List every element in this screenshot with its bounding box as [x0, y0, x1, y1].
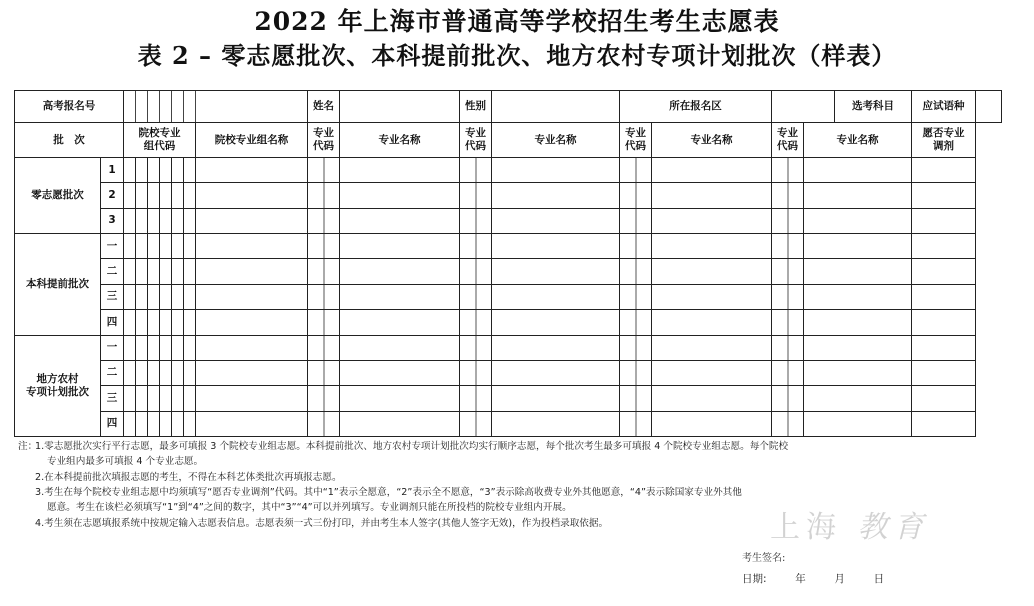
group-code-digit-cell[interactable]	[160, 183, 172, 209]
group-name-cell[interactable]	[196, 310, 308, 336]
major-code-cell[interactable]	[772, 335, 804, 360]
adjust-cell[interactable]	[912, 259, 976, 285]
major-name-cell[interactable]	[492, 411, 620, 437]
note-line	[35, 439, 788, 454]
major-code-cell[interactable]	[460, 335, 492, 360]
major-code-cell[interactable]	[308, 335, 340, 360]
table-row	[15, 183, 1002, 209]
group-code-digit-cell[interactable]	[160, 284, 172, 310]
date-year: 年	[795, 573, 806, 585]
group-code-digit-cell[interactable]	[124, 158, 136, 183]
major-name-cell[interactable]	[652, 208, 772, 234]
adjust-cell[interactable]	[912, 335, 976, 360]
adjust-cell[interactable]	[912, 183, 976, 209]
batch-label-line: 本科提前批次	[26, 277, 89, 290]
major-name-cell[interactable]	[652, 234, 772, 259]
group-code-digit-cell[interactable]	[148, 158, 160, 183]
major-code-cell[interactable]	[308, 310, 340, 336]
subjects-label: 选考科目	[852, 100, 895, 112]
major-name-cell[interactable]	[340, 284, 460, 310]
gender-input[interactable]	[492, 91, 620, 123]
major-name-cell[interactable]	[804, 183, 912, 209]
note-text: 零志愿批次实行平行志愿，最多可填报 3 个院校专业组志愿。本科提前批次、地方农村专项计划批次均实行顺序志愿，每个批次考生最多可填报 4 个院校专业组志愿。每个院校	[44, 441, 789, 452]
group-code-digit-cell[interactable]	[160, 386, 172, 412]
group-code-digit-cell[interactable]	[160, 335, 172, 360]
group-code-digit-cell[interactable]	[148, 411, 160, 437]
volunteer-form-table	[14, 90, 1002, 437]
group-code-digit-cell[interactable]	[148, 360, 160, 386]
group-code-digit-cell[interactable]	[148, 284, 160, 310]
form-title: 2022 年上海市普通高等学校招生考生志愿表	[254, 7, 780, 36]
row-number: 四	[101, 310, 124, 336]
major-code-cell[interactable]	[620, 411, 652, 437]
major-code-cell[interactable]	[460, 411, 492, 437]
group-code-digit-cell[interactable]	[184, 259, 196, 285]
group-code-digit-cell[interactable]	[124, 259, 136, 285]
adjust-cell[interactable]	[912, 310, 976, 336]
group-code-digit-cell[interactable]	[160, 360, 172, 386]
batch-label	[15, 158, 101, 234]
major-code-cell[interactable]	[460, 386, 492, 412]
info-row	[15, 91, 1002, 123]
major-code-cell[interactable]	[772, 310, 804, 336]
batch-label-line: 专项计划批次	[26, 385, 89, 398]
group-code-digit-cell[interactable]	[184, 386, 196, 412]
group-code-digit-cell[interactable]	[172, 234, 184, 259]
major-code-cell[interactable]	[460, 158, 492, 183]
group-code-digit-cell[interactable]	[136, 360, 148, 386]
major-code-cell[interactable]	[772, 284, 804, 310]
group-code-digit-cell[interactable]	[172, 335, 184, 360]
row-number: 三	[101, 284, 124, 310]
group-code-digit-cell[interactable]	[124, 234, 136, 259]
row-number: 3	[101, 208, 124, 234]
group-code-digit-cell[interactable]	[124, 310, 136, 336]
group-code-digit-cell[interactable]	[160, 234, 172, 259]
adjust-cell[interactable]	[912, 360, 976, 386]
note-line	[35, 516, 608, 531]
major-code-cell[interactable]	[620, 335, 652, 360]
group-code-digit-cell[interactable]	[136, 335, 148, 360]
group-name-cell[interactable]	[196, 411, 308, 437]
note-text: 考生须在志愿填报系统中按规定输入志愿表信息。志愿表须一式三份打印，并由考生本人签字(其他人签字无效)，作为投档录取依据。	[44, 517, 609, 529]
major-code-header: 专业代码	[772, 123, 804, 158]
major-name-cell[interactable]	[804, 386, 912, 412]
major-code-cell[interactable]	[460, 360, 492, 386]
major-name-cell[interactable]	[492, 234, 620, 259]
table-row	[15, 310, 1002, 336]
district-input[interactable]	[772, 91, 835, 122]
major-code-header: 专业代码	[308, 123, 340, 158]
major-name-cell[interactable]	[340, 411, 460, 437]
name-label: 姓名	[308, 91, 340, 123]
name-input[interactable]	[340, 91, 460, 123]
major-code-cell[interactable]	[620, 310, 652, 336]
major-name-cell[interactable]	[652, 360, 772, 386]
note-line	[35, 485, 742, 500]
major-name-cell[interactable]	[492, 158, 620, 183]
group-code-digit-cell[interactable]	[124, 208, 136, 234]
group-code-digit-cell[interactable]	[148, 183, 160, 209]
group-code-digit-cell[interactable]	[184, 310, 196, 336]
table-row	[15, 259, 1002, 285]
group-code-digit-cell[interactable]	[136, 183, 148, 209]
major-code-cell[interactable]	[460, 208, 492, 234]
notes-prefix: 注：	[18, 441, 38, 452]
group-code-digit-cell[interactable]	[148, 386, 160, 412]
major-name-header: 专业名称	[804, 123, 912, 158]
group-code-digit-cell[interactable]	[136, 158, 148, 183]
major-code-cell[interactable]	[308, 208, 340, 234]
group-name-header: 院校专业组名称	[196, 123, 308, 158]
major-name-cell[interactable]	[804, 284, 912, 310]
group-name-cell[interactable]	[196, 284, 308, 310]
group-code-digit-cell[interactable]	[172, 158, 184, 183]
major-name-cell[interactable]	[652, 335, 772, 360]
batch-label	[15, 335, 101, 437]
group-code-digit-cell[interactable]	[172, 310, 184, 336]
major-name-cell[interactable]	[340, 234, 460, 259]
note-text: 专业组内最多可填报 4 个专业志愿。	[47, 456, 204, 468]
group-code-digit-cell[interactable]	[124, 183, 136, 209]
major-name-cell[interactable]	[652, 158, 772, 183]
major-name-cell[interactable]	[804, 234, 912, 259]
group-code-digit-cell[interactable]	[136, 310, 148, 336]
major-name-cell[interactable]	[492, 284, 620, 310]
row-number: 一	[101, 234, 124, 259]
group-code-digit-cell[interactable]	[148, 208, 160, 234]
group-code-digit-cell[interactable]	[148, 234, 160, 259]
major-code-cell[interactable]	[772, 411, 804, 437]
major-name-header: 专业名称	[492, 123, 620, 158]
major-code-cell[interactable]	[308, 234, 340, 259]
major-name-cell[interactable]	[492, 386, 620, 412]
major-name-cell[interactable]	[804, 335, 912, 360]
note-number: 2.	[35, 471, 45, 483]
major-code-cell[interactable]	[308, 284, 340, 310]
major-name-cell[interactable]	[340, 158, 460, 183]
row-number: 一	[101, 335, 124, 360]
major-name-cell[interactable]	[492, 335, 620, 360]
major-code-cell[interactable]	[620, 208, 652, 234]
group-code-digit-cell[interactable]	[136, 386, 148, 412]
group-code-digit-cell[interactable]	[148, 335, 160, 360]
group-code-digit-cell[interactable]	[160, 259, 172, 285]
major-name-cell[interactable]	[804, 259, 912, 285]
major-code-cell[interactable]	[620, 158, 652, 183]
major-name-cell[interactable]	[652, 411, 772, 437]
group-code-digit-cell[interactable]	[160, 411, 172, 437]
major-code-cell[interactable]	[460, 234, 492, 259]
major-code-cell[interactable]	[620, 284, 652, 310]
group-code-digit-cell[interactable]	[148, 310, 160, 336]
group-code-digit-cell[interactable]	[136, 411, 148, 437]
major-name-cell[interactable]	[340, 310, 460, 336]
group-code-digit-cell[interactable]	[172, 208, 184, 234]
major-code-cell[interactable]	[460, 310, 492, 336]
adjust-header: 愿否专业调剂	[912, 123, 976, 158]
language-input[interactable]	[976, 91, 1002, 123]
major-code-cell[interactable]	[308, 386, 340, 412]
major-code-cell[interactable]	[620, 183, 652, 209]
group-name-cell[interactable]	[196, 360, 308, 386]
major-code-header: 专业代码	[620, 123, 652, 158]
date-label: 日期:	[742, 573, 767, 585]
major-name-cell[interactable]	[804, 158, 912, 183]
batch-header: 批 次	[15, 123, 124, 158]
note-number: 3.	[35, 486, 45, 498]
major-code-cell[interactable]	[308, 183, 340, 209]
major-name-cell[interactable]	[340, 208, 460, 234]
major-code-cell[interactable]	[460, 259, 492, 285]
note-line	[47, 454, 203, 469]
column-header-row	[15, 123, 1002, 158]
major-name-cell[interactable]	[340, 335, 460, 360]
major-name-cell[interactable]	[340, 360, 460, 386]
group-code-digit-cell[interactable]	[160, 310, 172, 336]
group-name-cell[interactable]	[196, 158, 308, 183]
major-name-cell[interactable]	[492, 259, 620, 285]
major-code-cell[interactable]	[308, 158, 340, 183]
group-code-digit-cell[interactable]	[160, 208, 172, 234]
group-code-digit-cell[interactable]	[160, 158, 172, 183]
adjust-cell[interactable]	[912, 411, 976, 437]
major-name-cell[interactable]	[652, 310, 772, 336]
row-number: 二	[101, 259, 124, 285]
group-code-digit-cell[interactable]	[184, 183, 196, 209]
district-label: 所在报名区	[620, 91, 772, 123]
gender-label: 性别	[460, 91, 492, 123]
major-name-cell[interactable]	[652, 284, 772, 310]
group-code-digit-cell[interactable]	[172, 183, 184, 209]
major-name-cell[interactable]	[492, 183, 620, 209]
major-code-cell[interactable]	[620, 259, 652, 285]
group-code-digit-cell[interactable]	[172, 284, 184, 310]
major-code-cell[interactable]	[460, 183, 492, 209]
group-name-cell[interactable]	[196, 183, 308, 209]
note-text: 在本科提前批次填报志愿的考生，不得在本科艺体类批次再填报志愿。	[44, 471, 342, 483]
major-name-cell[interactable]	[652, 259, 772, 285]
date-day: 日	[873, 573, 885, 585]
note-text: 愿意。考生在该栏必须填写“1”到“4”之间的数字，其中“3”“4”可以并列填写。专业调剂只能在所投档的院校专业组内开展。	[47, 502, 572, 514]
major-name-cell[interactable]	[340, 386, 460, 412]
group-code-digit-cell[interactable]	[136, 234, 148, 259]
row-number: 1	[101, 158, 124, 183]
table-row	[15, 234, 1002, 259]
date-line	[742, 571, 884, 586]
group-code-header: 院校专业组代码	[124, 123, 196, 158]
group-code-digit-cell[interactable]	[136, 208, 148, 234]
batch-label-line: 地方农村	[36, 372, 79, 385]
signature-label: 考生签名:	[742, 553, 786, 564]
note-text: 考生在每个院校专业组志愿中均须填写“愿否专业调剂”代码。其中“1”表示全愿意，“2”表示全不愿意，“3”表示除高收费专业外其他愿意，“4”表示除国家专业外其他	[44, 486, 742, 498]
batch-label-line: 零志愿批次	[31, 189, 84, 201]
group-code-digit-cell[interactable]	[124, 284, 136, 310]
group-name-cell[interactable]	[196, 208, 308, 234]
table-row	[15, 386, 1002, 412]
major-name-header: 专业名称	[652, 123, 772, 158]
major-name-cell[interactable]	[804, 360, 912, 386]
major-name-cell[interactable]	[804, 208, 912, 234]
note-line	[47, 500, 572, 515]
group-code-digit-cell[interactable]	[124, 411, 136, 437]
major-name-cell[interactable]	[492, 310, 620, 336]
major-code-header: 专业代码	[460, 123, 492, 158]
major-code-cell[interactable]	[772, 259, 804, 285]
major-name-cell[interactable]	[652, 183, 772, 209]
major-code-cell[interactable]	[772, 386, 804, 412]
group-name-cell[interactable]	[196, 386, 308, 412]
group-code-digit-cell[interactable]	[184, 208, 196, 234]
major-name-header: 专业名称	[340, 123, 460, 158]
row-number: 三	[101, 386, 124, 412]
note-line	[35, 470, 342, 485]
major-code-cell[interactable]	[620, 386, 652, 412]
row-number: 二	[101, 360, 124, 386]
major-name-cell[interactable]	[804, 411, 912, 437]
group-code-digit-cell[interactable]	[124, 335, 136, 360]
batch-label	[15, 234, 101, 336]
adjust-cell[interactable]	[912, 158, 976, 183]
group-code-digit-cell[interactable]	[184, 284, 196, 310]
major-name-cell[interactable]	[340, 259, 460, 285]
group-code-digit-cell[interactable]	[172, 411, 184, 437]
major-code-cell[interactable]	[620, 234, 652, 259]
group-code-digit-cell[interactable]	[184, 335, 196, 360]
language-label: 应试语种	[912, 91, 976, 123]
group-code-digit-cell[interactable]	[184, 234, 196, 259]
note-number: 1.	[35, 441, 45, 452]
date-month: 月	[834, 573, 845, 585]
major-code-cell[interactable]	[308, 360, 340, 386]
major-code-cell[interactable]	[308, 259, 340, 285]
group-name-cell[interactable]	[196, 259, 308, 285]
major-name-cell[interactable]	[652, 386, 772, 412]
watermark-logo: 上海 教育	[770, 510, 930, 545]
table-row	[15, 208, 1002, 234]
major-name-cell[interactable]	[804, 310, 912, 336]
table-row	[15, 284, 1002, 310]
table-row	[15, 360, 1002, 386]
major-code-cell[interactable]	[772, 158, 804, 183]
major-code-cell[interactable]	[772, 208, 804, 234]
group-code-digit-cell[interactable]	[136, 259, 148, 285]
table-row	[15, 411, 1002, 437]
group-code-digit-cell[interactable]	[136, 284, 148, 310]
subjects-group	[772, 91, 912, 123]
row-number: 2	[101, 183, 124, 209]
table-row	[15, 158, 1002, 183]
exam-no-label: 高考报名号	[15, 91, 124, 123]
adjust-cell[interactable]	[912, 386, 976, 412]
group-name-cell[interactable]	[196, 335, 308, 360]
major-code-cell[interactable]	[772, 183, 804, 209]
adjust-cell[interactable]	[912, 284, 976, 310]
group-code-digit-cell[interactable]	[124, 360, 136, 386]
form-subtitle: 表 2 – 零志愿批次、本科提前批次、地方农村专项计划批次（样表）	[137, 41, 897, 70]
group-name-cell[interactable]	[196, 234, 308, 259]
major-name-cell[interactable]	[492, 208, 620, 234]
adjust-cell[interactable]	[912, 208, 976, 234]
group-code-digit-cell[interactable]	[148, 259, 160, 285]
major-name-cell[interactable]	[340, 183, 460, 209]
group-code-digit-cell[interactable]	[184, 158, 196, 183]
note-number: 4.	[35, 517, 45, 529]
row-number: 四	[101, 411, 124, 437]
major-code-cell[interactable]	[460, 284, 492, 310]
major-code-cell[interactable]	[772, 360, 804, 386]
table-row	[15, 335, 1002, 360]
major-code-cell[interactable]	[772, 234, 804, 259]
exam-no-input[interactable]	[124, 91, 308, 123]
group-code-digit-cell[interactable]	[124, 386, 136, 412]
major-code-cell[interactable]	[620, 360, 652, 386]
major-code-cell[interactable]	[308, 411, 340, 437]
group-code-digit-cell[interactable]	[172, 386, 184, 412]
group-code-digit-cell[interactable]	[184, 360, 196, 386]
group-code-digit-cell[interactable]	[184, 411, 196, 437]
major-name-cell[interactable]	[492, 360, 620, 386]
group-code-digit-cell[interactable]	[172, 259, 184, 285]
adjust-cell[interactable]	[912, 234, 976, 259]
group-code-digit-cell[interactable]	[172, 360, 184, 386]
